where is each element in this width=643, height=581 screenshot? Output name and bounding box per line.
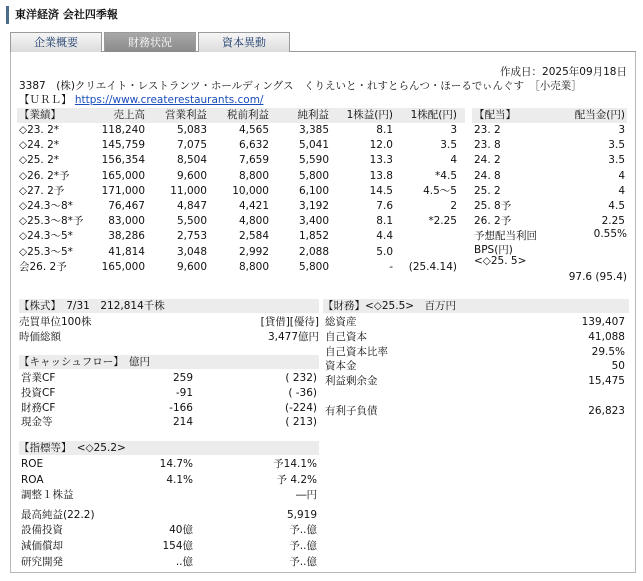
url-row <box>19 92 263 107</box>
period-cell: ◇23. 2* <box>19 124 60 136</box>
op-profit-cell: 5,083 <box>176 124 207 136</box>
eps-cell: 13.3 <box>369 154 393 167</box>
sales-cell: 118,240 <box>101 124 145 136</box>
period-cell: 会26. 2予 <box>19 260 67 273</box>
indicator-value: 4.1% <box>166 473 193 486</box>
dps-cell: 2 <box>450 200 457 212</box>
bps-value: 97.6 (95.4) <box>568 271 627 283</box>
net-profit-cell: 5,800 <box>298 169 329 182</box>
eps-cell: 7.6 <box>376 200 393 212</box>
dividend-amount-header: 配当金(円) <box>574 109 625 121</box>
dividend-period: 25. 8予 <box>474 200 512 212</box>
net-profit-header: 純利益 <box>297 109 329 121</box>
finance-value: 50 <box>611 360 625 373</box>
period-cell: ◇27. 2予 <box>19 184 65 197</box>
indicator-value: 14.7% <box>159 458 193 470</box>
bps-label: BPS(円) <box>474 244 513 256</box>
cf-prev-value: (-224) <box>284 401 317 414</box>
indicator-forecast: 5,919 <box>286 508 317 521</box>
cf-label: 投資CF <box>21 386 56 399</box>
dividend-period: 24. 8 <box>474 169 501 182</box>
yield-label: 予想配当利回 <box>474 230 537 242</box>
period-cell: ◇25.3〜5* <box>19 245 73 258</box>
finance-value: 139,407 <box>581 316 625 328</box>
cashflow-row <box>19 415 319 430</box>
results-row <box>17 229 465 244</box>
tab-financial-status[interactable]: 財務状況 <box>104 32 196 52</box>
net-profit-cell: 5,590 <box>298 154 329 167</box>
finance-label: 利益剰余金 <box>325 375 378 388</box>
sales-cell: 38,286 <box>108 230 145 243</box>
tab-capital-changes[interactable]: 資本異動 <box>198 32 290 52</box>
period-cell: ◇26. 2*予 <box>19 169 70 182</box>
dps-cell: *4.5 <box>435 169 457 182</box>
dividend-row <box>472 138 627 153</box>
net-profit-cell: 5,041 <box>298 139 329 152</box>
indicator-forecast: 予..億 <box>289 555 317 568</box>
net-profit-cell: 5,800 <box>298 260 329 273</box>
eps-cell: 4.4 <box>376 230 393 243</box>
dividend-row <box>472 169 627 184</box>
dividend-period: 25. 2 <box>474 184 501 197</box>
finance-row <box>323 345 627 360</box>
indicator-value: ..億 <box>175 555 193 568</box>
sales-cell: 41,814 <box>108 245 145 258</box>
market-cap-value: 3,477億円 <box>267 331 319 343</box>
eps-cell: 5.0 <box>376 245 393 258</box>
dps-cell: 3.5 <box>440 139 457 152</box>
op-profit-cell: 9,600 <box>176 169 207 182</box>
period-cell: ◇24.3〜8* <box>19 200 73 212</box>
indicator-label: 最高純益(22.2) <box>21 508 95 521</box>
eps-cell: 14.5 <box>369 184 393 197</box>
pretax-profit-cell: 8,800 <box>238 169 269 182</box>
stock-tags: [貸借][優待] <box>260 316 319 328</box>
dividend-amount: 3.5 <box>608 154 625 167</box>
dividend-amount: 2.25 <box>601 215 625 228</box>
finance-label: 自己資本 <box>325 330 367 343</box>
cf-value: 259 <box>172 372 193 384</box>
finance-value: 41,088 <box>588 330 625 343</box>
indicator-row <box>19 555 319 570</box>
finance-row <box>323 374 627 389</box>
finance-label: 資本金 <box>325 360 357 373</box>
finance-label: 有利子負債 <box>325 404 378 417</box>
dividend-row <box>472 184 627 199</box>
finance-row <box>323 404 627 419</box>
finance-row <box>323 389 627 404</box>
finance-row <box>323 315 627 330</box>
results-header-row <box>17 108 465 123</box>
dividend-amount: 3.5 <box>608 139 625 152</box>
net-profit-cell: 3,400 <box>298 215 329 228</box>
net-profit-cell: 6,100 <box>298 184 329 197</box>
dividend-period: 23. 2 <box>474 124 501 136</box>
results-row <box>17 214 465 229</box>
dividend-row <box>472 199 627 214</box>
cf-value: 214 <box>172 416 193 429</box>
cf-prev-value: ( -36) <box>288 386 317 399</box>
cashflow-row <box>19 386 319 401</box>
trading-unit: 売買単位100株 <box>19 316 92 328</box>
indicator-label: 設備投資 <box>21 524 63 537</box>
finance-value: 29.5% <box>591 345 625 358</box>
bps-period: <◇25. 5> <box>474 255 527 267</box>
net-profit-cell: 2,088 <box>298 245 329 258</box>
finance-label: 自己資本比率 <box>325 345 388 358</box>
sales-cell: 145,759 <box>101 139 145 152</box>
eps-cell: 13.8 <box>369 169 393 182</box>
pretax-profit-cell: 10,000 <box>232 184 269 197</box>
eps-cell: 8.1 <box>376 124 393 136</box>
company-line: 3387 (株)クリエイト・レストランツ・ホールディングス くりえいと・れすとらんつ・ほーるでぃんぐす ［小売業］ <box>19 80 582 92</box>
sales-cell: 156,354 <box>101 154 145 167</box>
indicator-label: ROE <box>21 458 44 470</box>
pretax-profit-cell: 7,659 <box>238 154 269 167</box>
dps-cell: 4 <box>450 154 457 167</box>
dividend-amount: 4 <box>618 169 625 182</box>
pretax-profit-cell: 4,565 <box>238 124 269 136</box>
period-cell: ◇25.3〜8*予 <box>19 215 84 228</box>
finance-value: 26,823 <box>588 404 625 417</box>
cf-label: 営業CF <box>21 372 56 384</box>
indicator-forecast: 予..億 <box>289 540 317 552</box>
indicator-label: 減価償却 <box>21 540 63 552</box>
sales-cell: 171,000 <box>101 184 145 197</box>
results-row <box>17 184 465 199</box>
op-profit-cell: 5,500 <box>176 215 207 228</box>
results-row <box>17 260 465 275</box>
sales-header: 売上高 <box>113 109 145 121</box>
net-profit-cell: 1,852 <box>298 230 329 243</box>
eps-cell: 12.0 <box>369 139 393 152</box>
eps-cell: - <box>389 260 393 273</box>
eps-header: 1株益(円) <box>346 109 393 121</box>
dividend-amount: 3 <box>618 124 625 136</box>
cf-label: 現金等 <box>21 416 53 429</box>
period-cell: ◇24. 2* <box>19 139 60 152</box>
indicator-value: 154億 <box>162 540 193 552</box>
dividend-header-row <box>472 108 627 123</box>
pretax-profit-cell: 8,800 <box>238 260 269 273</box>
sales-cell: 83,000 <box>108 215 145 228</box>
indicator-forecast: 予 4.2% <box>276 473 317 486</box>
finance-label: 総資産 <box>325 316 357 328</box>
op-profit-cell: 3,048 <box>176 245 207 258</box>
indicator-row <box>19 473 319 488</box>
op-profit-cell: 8,504 <box>176 154 207 167</box>
dividend-header-label: 【配当】 <box>474 109 516 121</box>
dps-cell: *2.25 <box>428 215 457 228</box>
market-cap-label: 時価総額 <box>19 331 61 343</box>
dividend-period: 24. 2 <box>474 154 501 167</box>
url-label: 【ＵＲＬ】 <box>19 94 72 106</box>
dps-cell: 4.5〜5 <box>423 184 457 197</box>
op-profit-cell: 7,075 <box>176 139 207 152</box>
company-url-link[interactable]: https://www.createrestaurants.com/ <box>74 94 264 106</box>
dps-cell: (25.4.14) <box>408 260 457 273</box>
op-profit-cell: 9,600 <box>176 260 207 273</box>
results-header-label: 【業績】 <box>19 109 61 121</box>
op-profit-cell: 11,000 <box>170 184 207 197</box>
results-row <box>17 199 465 214</box>
indicator-label: ROA <box>21 473 44 486</box>
dividend-row <box>472 153 627 168</box>
dividend-amount: 4 <box>618 184 625 197</box>
indicator-row <box>19 488 319 503</box>
tab-bar <box>10 30 636 52</box>
period-cell: ◇24.3〜5* <box>19 230 73 243</box>
cf-label: 財務CF <box>21 401 56 414</box>
dps-cell: 3 <box>450 124 457 136</box>
cashflow-row <box>19 371 319 386</box>
results-row <box>17 245 465 260</box>
dividend-amount: 4.5 <box>608 200 625 212</box>
pretax-profit-cell: 4,421 <box>238 200 269 212</box>
results-row <box>17 169 465 184</box>
eps-cell: 8.1 <box>376 215 393 228</box>
indicator-forecast: ―円 <box>296 489 317 502</box>
indicator-forecast: 予..億 <box>289 524 317 537</box>
indicator-label: 研究開発 <box>21 555 63 568</box>
cf-value: -166 <box>169 401 193 414</box>
cf-prev-value: ( 213) <box>285 416 317 429</box>
indicators-header: 【指標等】 <◇25.2> <box>19 441 319 455</box>
op-profit-cell: 4,847 <box>176 200 207 212</box>
indicator-value: 40億 <box>169 524 193 537</box>
page-title: 東洋経済 会社四季報 <box>6 6 634 24</box>
indicator-row <box>19 539 319 554</box>
sales-cell: 165,000 <box>101 169 145 182</box>
indicator-row <box>19 523 319 538</box>
dividend-row <box>472 214 627 229</box>
tab-company-overview[interactable]: 企業概要 <box>10 32 102 52</box>
pretax-header: 税前利益 <box>227 109 269 121</box>
indicator-forecast: 予14.1% <box>273 458 317 470</box>
net-profit-cell: 3,192 <box>298 200 329 212</box>
finance-row <box>323 359 627 374</box>
yield-value: 0.55% <box>593 228 627 240</box>
cf-prev-value: ( 232) <box>285 372 317 384</box>
finance-row <box>323 330 627 345</box>
dps-header: 1株配(円) <box>410 109 457 121</box>
cf-value: -91 <box>175 386 193 399</box>
finance-header: 【財務】<◇25.5> 百万円 <box>323 299 629 313</box>
pretax-profit-cell: 4,800 <box>238 215 269 228</box>
op-profit-header: 営業利益 <box>165 109 207 121</box>
pretax-profit-cell: 2,992 <box>238 245 269 258</box>
created-date: 作成日：2025年09月18日 <box>500 66 627 78</box>
dividend-period: 23. 8 <box>474 139 501 152</box>
op-profit-cell: 2,753 <box>176 230 207 243</box>
dividend-period: 26. 2予 <box>474 215 512 228</box>
indicator-row <box>19 457 319 472</box>
sales-cell: 165,000 <box>101 260 145 273</box>
sales-cell: 76,467 <box>108 200 145 212</box>
results-row <box>17 138 465 153</box>
stock-header: 【株式】 7/31 212,814千株 <box>19 299 319 313</box>
indicator-label: 調整１株益 <box>21 489 74 502</box>
net-profit-cell: 3,385 <box>298 124 329 136</box>
pretax-profit-cell: 6,632 <box>238 139 269 152</box>
cashflow-header: 【キャッシュフロー】 億円 <box>19 355 319 369</box>
results-row <box>17 123 465 138</box>
period-cell: ◇25. 2* <box>19 154 60 167</box>
pretax-profit-cell: 2,584 <box>238 230 269 243</box>
indicator-row <box>19 508 319 523</box>
cashflow-row <box>19 401 319 416</box>
results-row <box>17 153 465 168</box>
content-panel <box>10 52 636 573</box>
finance-value: 15,475 <box>588 375 625 388</box>
dividend-row <box>472 123 627 138</box>
